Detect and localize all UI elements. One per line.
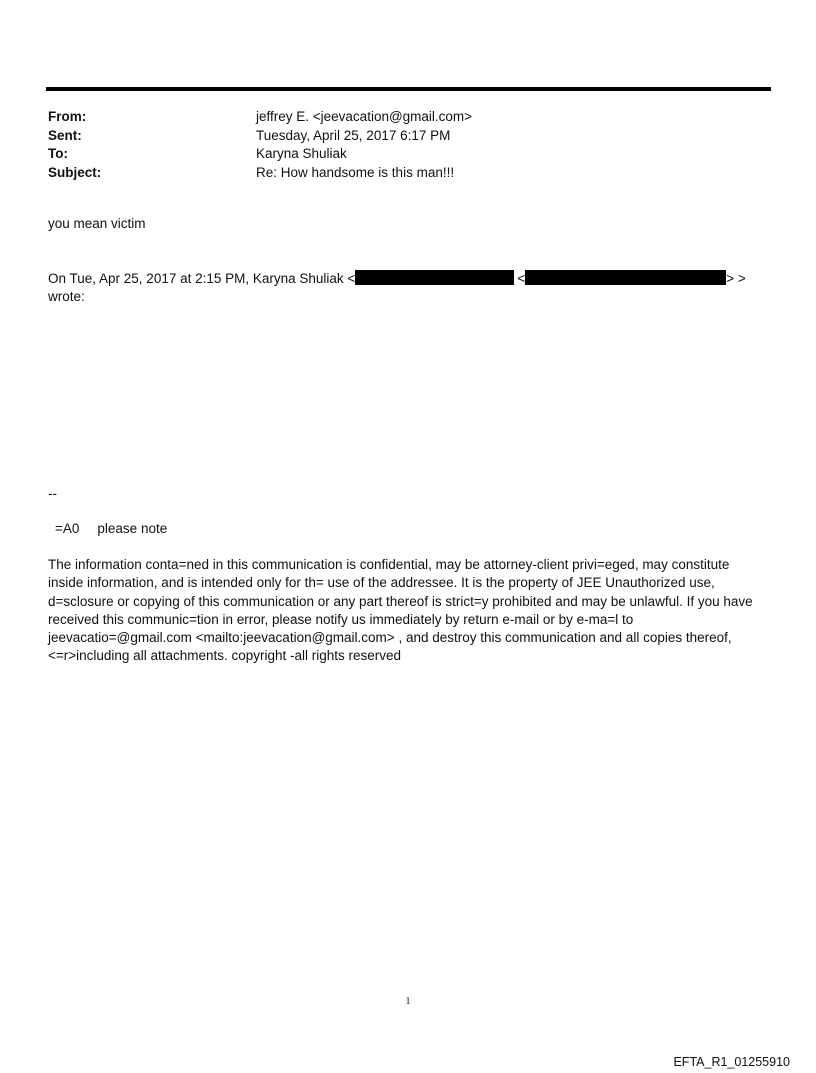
- to-value: Karyna Shuliak: [256, 146, 347, 161]
- subject-label: Subject:: [48, 164, 102, 180]
- signature-dashes: --: [48, 486, 57, 501]
- header-rule: [46, 87, 771, 91]
- redaction-box: [355, 270, 514, 285]
- please-note-line: [55, 520, 167, 538]
- subject-value: Re: How handsome is this man!!!: [256, 164, 455, 180]
- sent-row: [48, 127, 472, 146]
- a0-code: =A0: [55, 521, 80, 536]
- reply-text: you mean victim: [48, 216, 146, 231]
- quote-line: [48, 270, 746, 288]
- sent-label: Sent:: [48, 127, 82, 143]
- document-id: EFTA_R1_01255910: [673, 1055, 790, 1069]
- legal-notice: The information conta=ned in this communication is confidential, may be attorney-client privi=eged, may constitute inside information, and is intended only for th= use of the addressee. It is the property of JEE Unauthorized use, d=sclosure or copying of this communication or any part thereof is strict=y prohibited and may be unlawful. If you have received this communic=tion in error, please notify us immediately by return e-mail or by e-ma=l to jeevacatio=@gmail.com <mailto:jeevacation@gmail.com> , and destroy this communication and all copies thereof,<=r>including all attachments. copyright -all rights reserved: [48, 557, 753, 664]
- from-value: jeffrey E. <jeevacation@gmail.com>: [256, 109, 473, 124]
- email-header: [48, 108, 472, 182]
- to-label: To:: [48, 146, 68, 161]
- sent-value: Tuesday, April 25, 2017 6:17 PM: [256, 127, 451, 143]
- page-number: 1: [405, 996, 411, 1007]
- quote-wrote: wrote:: [48, 289, 85, 304]
- redaction-box: [525, 270, 726, 285]
- from-row: [48, 108, 472, 127]
- quote-header: [48, 270, 746, 306]
- to-row: [48, 145, 472, 164]
- subject-row: [48, 164, 472, 183]
- from-label: From:: [48, 109, 87, 124]
- quote-end: > >: [726, 271, 746, 286]
- quote-intro: On Tue, Apr 25, 2017 at 2:15 PM, Karyna Shuliak <: [48, 271, 356, 286]
- quote-separator: <: [517, 271, 526, 286]
- please-note-text: please note: [97, 521, 168, 536]
